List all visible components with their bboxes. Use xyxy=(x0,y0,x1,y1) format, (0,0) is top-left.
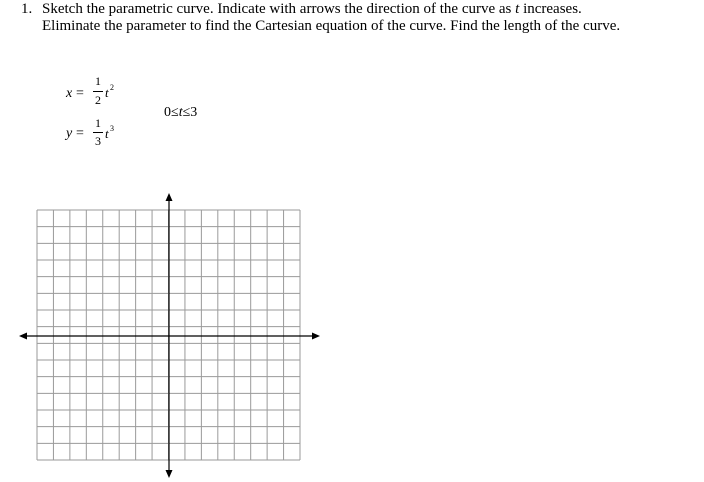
statement-text-b: increases. xyxy=(519,1,582,17)
domain-le-1: ≤ xyxy=(171,105,179,120)
statement-variable-t: t xyxy=(515,1,520,17)
y-var-t: t xyxy=(105,126,109,141)
left-arrow-icon xyxy=(19,333,27,340)
domain-le-2: ≤ xyxy=(182,105,191,120)
domain-upper: 3 xyxy=(190,105,198,120)
y-equals: = xyxy=(76,126,84,141)
x-denominator: 2 xyxy=(95,93,101,107)
y-numerator: 1 xyxy=(95,116,101,130)
down-arrow-icon xyxy=(166,470,173,478)
domain-lower: 0 xyxy=(164,105,171,120)
up-arrow-icon xyxy=(166,193,173,201)
y-lhs: y xyxy=(66,126,73,141)
right-arrow-icon xyxy=(312,333,320,340)
y-denominator: 3 xyxy=(95,134,101,148)
problem-statement-line-2: Eliminate the parameter to find the Cartesian equation of the curve. Find the length of the curve. xyxy=(42,18,621,34)
x-exponent: 2 xyxy=(110,83,114,92)
problem-number: 1. xyxy=(21,1,33,17)
x-var-t: t xyxy=(105,85,109,100)
y-exponent: 3 xyxy=(110,124,114,133)
x-equals: = xyxy=(76,86,84,101)
statement-text-a: Sketch the parametric curve. Indicate with arrows the direction of the curve as xyxy=(42,1,516,17)
x-numerator: 1 xyxy=(95,74,101,88)
x-lhs: x xyxy=(66,86,73,101)
domain-var-t: t xyxy=(178,105,183,120)
